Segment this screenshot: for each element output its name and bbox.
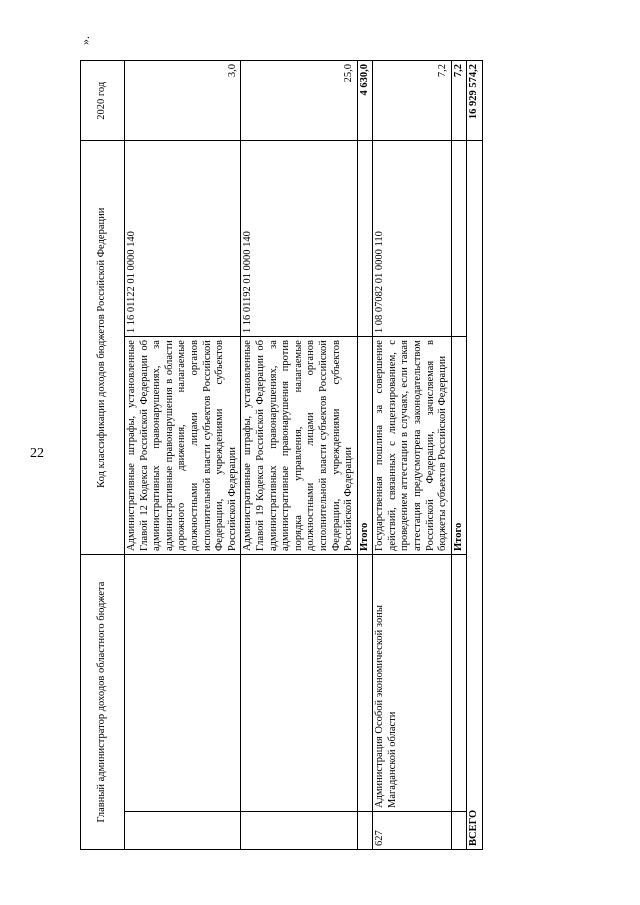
admin-name-cell xyxy=(357,554,373,811)
admin-name-cell xyxy=(451,554,467,811)
header-row xyxy=(81,61,125,850)
header-classification: Код классификации доходов бюджетов Российской Федерации xyxy=(81,141,125,554)
revenue-table-rotated xyxy=(78,36,480,850)
admin-code-cell: 627 xyxy=(373,812,452,850)
admin-code-cell xyxy=(125,812,241,850)
amount-cell: 3,0 xyxy=(125,61,241,142)
total-row xyxy=(467,61,483,850)
subtotal-row xyxy=(357,61,373,850)
admin-name-cell: Администрация Особой экономической зоны Магаданской области xyxy=(373,554,452,811)
header-year: 2020 год xyxy=(81,61,125,142)
admin-name-cell xyxy=(125,554,241,811)
subtotal-label: Итого xyxy=(451,337,467,555)
code-cell: 1 16 01122 01 0000 140 xyxy=(125,141,241,337)
admin-name-cell xyxy=(241,554,357,811)
code-cell xyxy=(357,141,373,337)
amount-cell: 25,0 xyxy=(241,61,357,142)
revenue-table xyxy=(80,60,483,850)
desc-cell: Государственная пошлина за совершение действий, связанных с лицензированием, с проведением аттестации в случаях, если такая аттестация предусмотрена законодательством Российской Федерации, зачисляемая в бюджеты субъектов Российской Федерации xyxy=(373,337,452,555)
table-row xyxy=(241,61,357,850)
table-row xyxy=(125,61,241,850)
closing-quote-mark: ». xyxy=(78,36,92,45)
admin-code-cell xyxy=(357,812,373,850)
subtotal-amount: 7,2 xyxy=(451,61,467,142)
subtotal-amount: 4 630,0 xyxy=(357,61,373,142)
admin-code-cell xyxy=(451,812,467,850)
subtotal-row xyxy=(451,61,467,850)
desc-cell: Административные штрафы, установленные Главой 19 Кодекса Российской Федерации об административных правонарушениях, за административные правонарушения против порядка управления, налагаемые должностными лицами органов исполнительной власти субъектов Российской Федерации, учреждениями субъектов Российской Федерации xyxy=(241,337,357,555)
header-admin: Главный администратор доходов областного бюджета xyxy=(81,554,125,849)
desc-cell: Административные штрафы, установленные Главой 12 Кодекса Российской Федерации об административных правонарушениях, за административные правонарушения в области дорожного движения, налагаемые должностными лицами органов исполнительной власти субъектов Российской Федерации, учреждениями субъектов Российской Федерации xyxy=(125,337,241,555)
code-cell: 1 08 07082 01 0000 110 xyxy=(373,141,452,337)
total-label: ВСЕГО xyxy=(467,141,483,850)
total-amount: 16 929 574,2 xyxy=(467,61,483,142)
page-number: 22 xyxy=(30,446,44,461)
code-cell xyxy=(451,141,467,337)
table-row xyxy=(373,61,452,850)
amount-cell: 7,2 xyxy=(373,61,452,142)
subtotal-label: Итого xyxy=(357,337,373,555)
code-cell: 1 16 01192 01 0000 140 xyxy=(241,141,357,337)
admin-code-cell xyxy=(241,812,357,850)
